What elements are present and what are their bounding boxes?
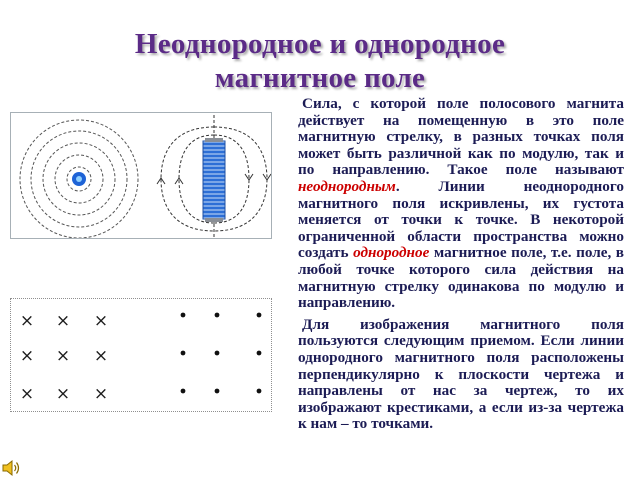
dot-mark bbox=[215, 313, 220, 318]
paragraph-1 bbox=[298, 96, 624, 312]
speaker-icon-graphic bbox=[1, 458, 21, 478]
dot-mark bbox=[215, 389, 220, 394]
dot-mark bbox=[181, 351, 186, 356]
solenoid-cap-bottom bbox=[205, 218, 223, 222]
dot-mark bbox=[257, 313, 262, 318]
title-line-1: Неоднородное и однородное bbox=[134, 28, 506, 60]
nonuniform-field-drawing bbox=[11, 113, 271, 238]
solenoid-coil bbox=[203, 141, 225, 219]
cross-mark: × bbox=[93, 311, 109, 331]
cross-mark: × bbox=[19, 311, 35, 331]
body-text bbox=[298, 96, 624, 438]
term-uniform: однородное bbox=[353, 244, 430, 262]
dot-mark bbox=[257, 389, 262, 394]
paragraph-1-part-3: магнитное поле, т.е. поле, в любой точке которого сила действия на магнитную стрелку одинакова по модулю и направлению. bbox=[298, 244, 624, 312]
cross-mark: × bbox=[93, 384, 109, 404]
cross-mark: × bbox=[55, 311, 71, 331]
paragraph-2: Для изображения магнитного поля пользуются следующим приемом. Если линии однородного магнитного поля расположены перпендикулярно к плоскости чертежа и направлены от нас за чертеж, то их изображают крестиками, а если из-за чертежа к нам – то точками. bbox=[298, 315, 624, 433]
paragraph-1-part-1: Сила, с которой поле полосового магнита действует на помещенную в это поле магнитную стрелку, в разных точках поля может быть различной как по модулю, так и по направлению. Такое поле называют bbox=[298, 95, 624, 179]
slide-title bbox=[0, 27, 640, 95]
dot-mark bbox=[215, 351, 220, 356]
title-line-2: магнитное поле bbox=[214, 62, 426, 94]
cross-mark: × bbox=[55, 346, 71, 366]
current-wire-core bbox=[76, 176, 82, 182]
solenoid-cap-top bbox=[205, 138, 223, 142]
cross-mark: × bbox=[19, 384, 35, 404]
term-nonuniform: неоднородным bbox=[298, 177, 396, 195]
dot-mark bbox=[181, 313, 186, 318]
speaker-icon[interactable] bbox=[1, 458, 21, 478]
dot-mark bbox=[257, 351, 262, 356]
cross-mark: × bbox=[19, 346, 35, 366]
dot-marks bbox=[11, 299, 271, 411]
dot-mark bbox=[181, 389, 186, 394]
figure-nonuniform-field bbox=[10, 112, 272, 239]
figure-uniform-field bbox=[10, 298, 272, 412]
cross-mark: × bbox=[93, 346, 109, 366]
paragraph-1-part-2: . Линии неоднородного магнитного поля искривлены, их густота меняется от точки к точке. В некоторой ограниченной области пространства можно создать bbox=[298, 177, 624, 262]
cross-mark: × bbox=[55, 384, 71, 404]
